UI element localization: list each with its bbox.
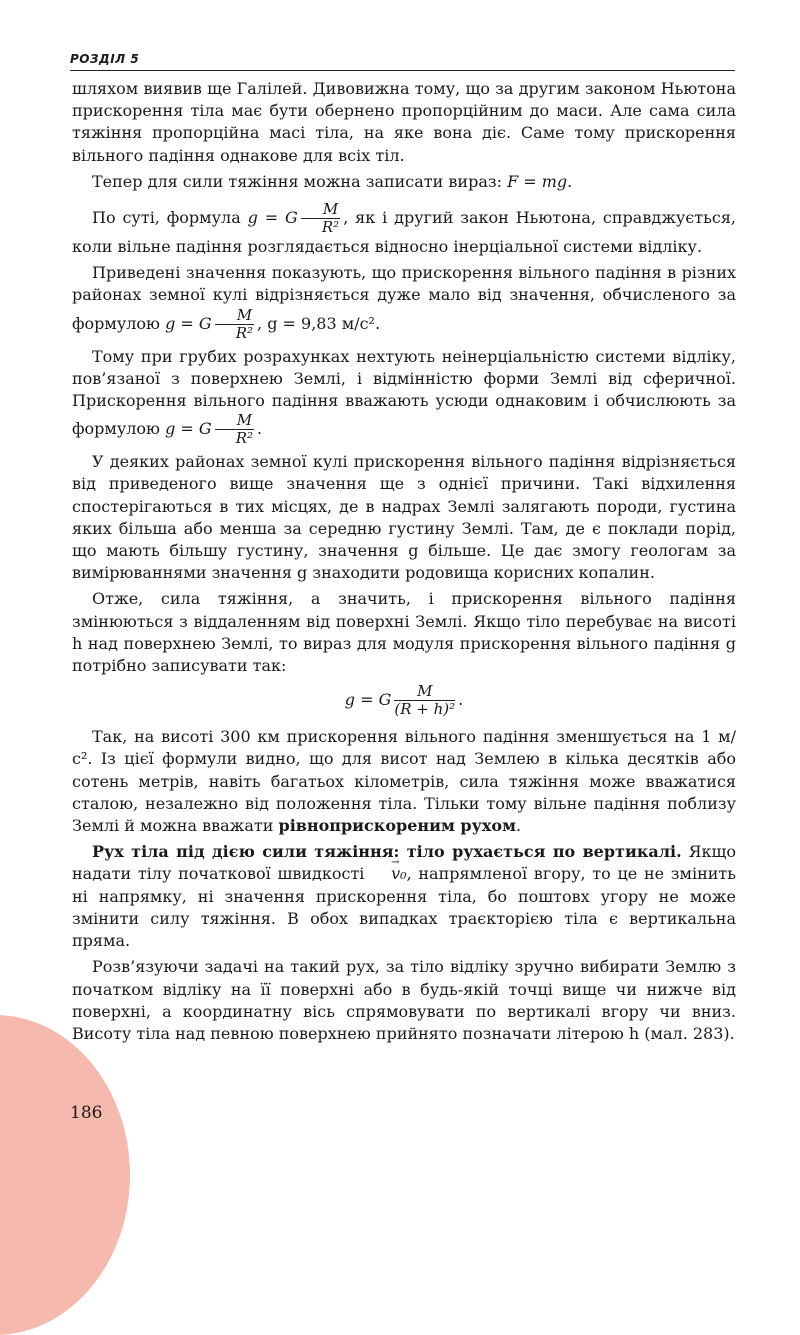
fraction: $\frac{M}{\text{R²}}$ bbox=[215, 412, 254, 447]
paragraph-1: шляхом виявив ще Галілей. Дивовижна тому, що за другим законом Ньютона прискорення тіла має бути обернено пропорційним до маси. Але сама сила тяжіння пропорційна масі тіла, на яке вона діє. Саме тому прискорення вільного падіння однакове для всіх тіл. bbox=[72, 79, 736, 165]
paragraph-10: Розв’язуючи задачі на такий рух, за тіло відліку зручно вибирати Землю з початком відліку на її поверхні або в будь-якій точці вище чи нижче від поверхні, а координатну вісь спрямовувати по вертикалі вгору чи вниз. Висоту тіла над певною поверхнею прийнято позначати літерою h (мал. 283). bbox=[72, 957, 736, 1043]
paragraph-9: Рух тіла під дією сили тяжіння: тіло рухається по вертикалі. Якщо надати тілу початкової швидкості → v₀, напрямленої вгору, то це не змінить ні напрямку, ні значення прискорення тіла, бо поштовх угору не може змінити силу тяжіння. В обох випадках траєкторією тіла є вертикальна пряма. bbox=[72, 841, 736, 952]
paragraph-4: Приведені значення показують, що прискорення вільного падіння в різних районах земної кулі відрізняється дуже мало від значення, обчисленого за формулою g = G $\frac{M}{\text{R²}}$ , g = 9,83 м/с². bbox=[72, 263, 736, 342]
bold-term: рівноприскореним рухом bbox=[278, 816, 516, 836]
section-label: РОЗДІЛ 5 bbox=[70, 52, 140, 66]
bold-heading: Рух тіла під дією сили тяжіння: тіло рухається по вертикалі. bbox=[92, 842, 682, 862]
fraction: $\frac{M}{\text{(R + h)²}}$ bbox=[394, 682, 456, 719]
fraction: $\frac{M}{\text{R²}}$ bbox=[301, 201, 340, 236]
page-number: 186 bbox=[70, 1103, 103, 1123]
formula-height: g = G $\frac{M}{\text{(R + h)²}}$ . bbox=[344, 682, 464, 719]
paragraph-5: Тому при грубих розрахунках нехтують неінерціальністю системи відліку, пов’язаної з поверхнею Землі, і відмінністю форми Землі від сферичної. Прискорення вільного падіння вважають усюди однаковим і обчислюють за формулою g = G $\frac{M}{\text{R²}}$ . bbox=[72, 346, 736, 448]
velocity-symbol: → v₀ bbox=[371, 863, 406, 885]
paragraph-3: По суті, формула g = G $\frac{M}{\text{R²}}$ , як і другий закон Ньютона, справджується, коли вільне падіння розглядається відносно інерціальної системи відліку. bbox=[72, 200, 736, 257]
page-body bbox=[72, 78, 736, 1049]
paragraph-6: У деяких районах земної кулі прискорення вільного падіння відрізняється від приведеного вище значення ще з однієї причини. Такі відхилення спостерігаються в тих місцях, де в надрах Землі залягають породи, густина яких більша або менша за середню густину Землі. Там, де є поклади порід, що мають більшу густину, значення g більше. Це дає змогу геологам за вимірюваннями значення g знаходити родовища корисних копалин. bbox=[72, 452, 736, 583]
paragraph-2: Тепер для сили тяжіння можна записати вираз: F = mg. bbox=[92, 171, 573, 191]
fraction: $\frac{M}{\text{R²}}$ bbox=[215, 307, 254, 342]
page-header bbox=[70, 48, 735, 71]
paragraph-8: Так, на висоті 300 км прискорення вільного падіння зменшується на 1 м/с². Із цієї формули видно, що для висот над Землею в кілька десятків або сотень метрів, навіть багатьох кілометрів, сила тяжіння може вважатися сталою, незалежно від положення тіла. Тільки тому вільне падіння поблизу Землі й можна вважати рівноприскореним рухом. bbox=[72, 727, 736, 836]
formula-force: F = mg. bbox=[507, 171, 573, 191]
paragraph-7: Отже, сила тяжіння, а значить, і прискорення вільного падіння змінюються з віддаленням від поверхні Землі. Якщо тіло перебуває на висоті h над поверхнею Землі, то вираз для модуля прискорення вільного падіння g потрібно записувати так: bbox=[72, 589, 736, 676]
corner-decoration bbox=[0, 1015, 130, 1335]
